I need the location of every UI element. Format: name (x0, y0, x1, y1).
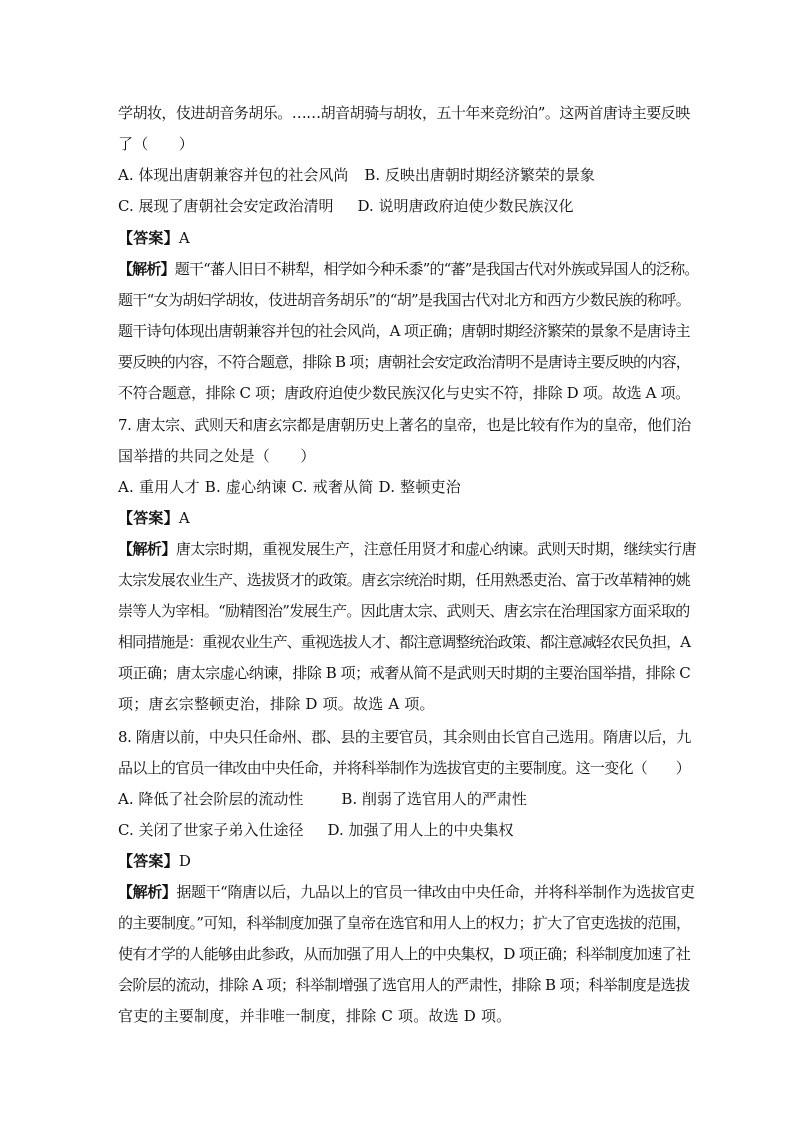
q8-analysis-label: 【解析】 (118, 883, 177, 901)
q6-option-d: D. 说明唐政府迫使少数民族汉化 (357, 197, 574, 215)
q6-options-cd (118, 196, 574, 216)
q6-options-ab (118, 165, 595, 185)
q7-analysis-line-3: 崇等人为宰相。“励精图治”发展生产。因此唐太宗、武则天、唐玄宗在治理国家方面采取的 (118, 602, 690, 620)
q7-analysis-line-1 (118, 539, 696, 559)
q7-answer-label: 【答案】 (118, 509, 179, 527)
q8-answer-value: D (178, 852, 192, 870)
q8-option-b: B. 削弱了选官用人的严肃性 (341, 790, 527, 808)
q6-stem-line-2: 了（ ） (118, 135, 195, 153)
q8-stem-line-2: 品以上的官员一律改由中央任命，并将科举制作为选拔官吏的主要制度。这一变化（ ） (118, 759, 691, 777)
q8-option-d: D. 加强了用人上的中央集权 (327, 821, 514, 839)
q7-stem-line-2: 国举措的共同之处是（ ） (118, 447, 316, 465)
q8-answer-label: 【答案】 (118, 852, 179, 870)
q6-option-c: C. 展现了唐朝社会安定政治清明 (118, 197, 334, 215)
q8-option-a: A. 降低了社会阶层的流动性 (118, 790, 304, 808)
q7-stem-line-1: 7. 唐太宗、武则天和唐玄宗都是唐朝历史上著名的皇帝，也是比较有作为的皇帝，他们治 (118, 416, 691, 434)
q7-analysis-text-1: 唐太宗时期，重视发展生产，注意任用贤才和虚心纳谏。武则天时期，继续实行唐 (175, 540, 697, 558)
q8-option-c: C. 关闭了世家子弟入仕途径 (118, 821, 304, 839)
q8-analysis-line-4: 会阶层的流动，排除 A 项；科举制增强了选官用人的严肃性，排除 B 项；科举制度是选拔 (118, 976, 690, 994)
q6-analysis-line-1 (118, 259, 698, 279)
q6-option-a: A. 体现出唐朝兼容并包的社会风尚 (118, 166, 349, 184)
q7-analysis-line-4: 相同措施是：重视农业生产、重视选拔人才、都注意调整统治政策、都注意减轻农民负担，A (118, 633, 691, 651)
q7-options: A. 重用人才 B. 虚心纳谏 C. 戒奢从简 D. 整顿吏治 (118, 478, 461, 496)
q7-analysis-line-2: 太宗发展农业生产、选拔贤才的政策。唐玄宗统治时期，任用熟悉吏治、富于改革精神的姚 (118, 571, 691, 589)
q6-answer-label: 【答案】 (118, 229, 179, 247)
q8-analysis-line-1 (118, 882, 695, 902)
q7-answer-value: A (178, 509, 190, 527)
q6-analysis-text-1: 题干“蕃人旧日不耕犁，相学如今种禾黍”的“蕃”是我国古代对外族或异国人的泛称。 (174, 260, 699, 278)
q6-analysis-line-5: 不符合题意，排除 C 项；唐政府迫使少数民族汉化与史实不符，排除 D 项。故选 A 项。 (118, 384, 690, 402)
q8-analysis-line-2: 的主要制度。”可知，科举制度加强了皇帝在选官和用人上的权力；扩大了官吏选拔的范围， (118, 914, 691, 932)
q6-stem-line-1: 学胡妆，伎进胡音务胡乐。……胡音胡骑与胡妆，五十年来竞纷泊”。这两首唐诗主要反映 (118, 104, 690, 122)
q8-answer (118, 851, 191, 871)
q7-analysis-line-5: 项正确；唐太宗虚心纳谏，排除 B 项；戒奢从简不是武则天时期的主要治国举措，排除 C (118, 664, 691, 682)
q6-answer (118, 228, 190, 248)
q6-analysis-line-3: 题干诗句体现出唐朝兼容并包的社会风尚，A 项正确；唐朝时期经济繁荣的景象不是唐诗主 (118, 322, 690, 340)
q7-analysis-label: 【解析】 (118, 540, 176, 558)
q6-analysis-line-4: 要反映的内容，不符合题意，排除 B 项；唐朝社会安定政治清明不是唐诗主要反映的内容， (118, 353, 690, 371)
q8-options-cd (118, 820, 514, 840)
q8-analysis-text-1: 据题干“隋唐以后，九品以上的官员一律改由中央任命，并将科举制作为选拔官吏 (176, 883, 695, 901)
q8-stem-line-1: 8. 隋唐以前，中央只任命州、郡、县的主要官员，其余则由长官自己选用。隋唐以后，九 (118, 728, 691, 746)
q8-analysis-line-3: 使有才学的人能够由此参政，从而加强了用人上的中央集权，D 项正确；科举制度加速了社 (118, 945, 690, 963)
q6-answer-value: A (178, 229, 190, 247)
q6-analysis-line-2: 题干“女为胡妇学胡妆，伎进胡音务胡乐”的“胡”是我国古代对北方和西方少数民族的称呼。 (118, 291, 691, 309)
q8-analysis-line-5: 官吏的主要制度，并非唯一制度，排除 C 项。故选 D 项。 (118, 1007, 512, 1025)
q8-options-ab (118, 789, 527, 809)
q6-analysis-label: 【解析】 (118, 260, 175, 278)
q7-analysis-line-6: 项；唐玄宗整顿吏治，排除 D 项。故选 A 项。 (118, 695, 435, 713)
q6-option-b: B. 反映出唐朝时期经济繁荣的景象 (364, 166, 595, 184)
q7-answer (118, 508, 190, 528)
